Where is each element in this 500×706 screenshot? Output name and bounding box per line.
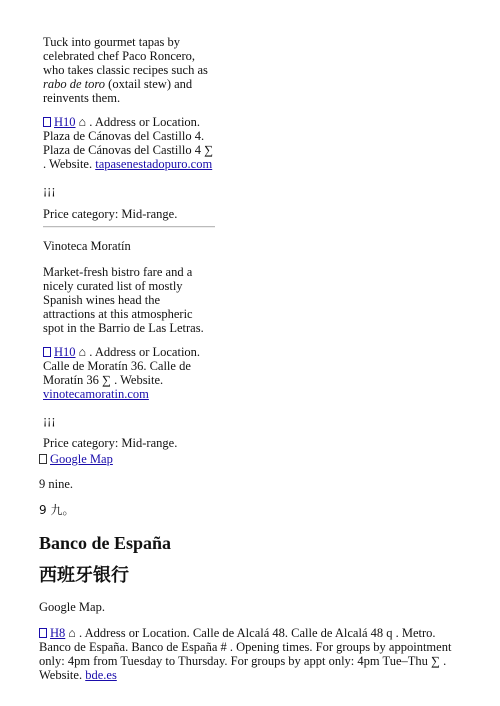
google-map-link[interactable]: Google Map (50, 452, 113, 466)
website-link[interactable]: vinotecamoratin.com (43, 387, 149, 401)
website-icon: ∑ (431, 654, 440, 668)
map-link[interactable]: H10 (43, 345, 76, 359)
address-text: . Address or Location. Plaza de Cánovas del Castillo 4. Plaza de Cánovas del Castillo 4 (43, 115, 205, 157)
map-link[interactable]: H10 (43, 115, 76, 129)
map-icon (39, 454, 47, 464)
website-label: . Website. (114, 373, 164, 387)
location-icon: ⌂ (68, 626, 76, 640)
number-english: 9 nine. (39, 477, 74, 491)
dish-name: rabo de toro (43, 77, 106, 91)
price-category: Price category: Mid-range. (43, 207, 178, 221)
location-icon: ⌂ (78, 115, 87, 129)
map-marker-icon (43, 117, 51, 127)
section-title: Banco de España (39, 533, 172, 553)
entry-tapas (43, 35, 215, 105)
section-title-zh: 西班牙银行 (39, 565, 129, 586)
price-symbols: ¡¡¡ (43, 183, 56, 197)
map-marker-icon (39, 628, 47, 638)
location-icon: ⌂ (78, 345, 87, 359)
google-map-row (39, 452, 455, 466)
website-link[interactable]: bde.es (85, 668, 117, 682)
website-label: . Website. (39, 654, 447, 682)
website-label: . Website. (43, 157, 93, 171)
section-banco (39, 532, 455, 554)
map-link[interactable]: H8 (39, 626, 65, 640)
entry-description: Tuck into gourmet tapas by celebrated chef Paco Roncero, who takes classic recipes such as rabo de toro (oxtail stew) and reinvents them. (43, 35, 208, 105)
website-icon: ∑ (204, 143, 213, 157)
website-icon: ∑ (102, 373, 111, 387)
price-symbols: ¡¡¡ (43, 413, 56, 427)
entry-vinoteca-title: Vinoteca Moratín (43, 239, 131, 253)
number-chinese: 9 九。 (39, 503, 75, 517)
divider (43, 226, 215, 227)
map-marker-icon (43, 347, 51, 357)
entry-tapas-address (43, 115, 215, 171)
price-category: Price category: Mid-range. (43, 436, 178, 450)
google-map-text: Google Map. (39, 600, 105, 614)
entry-vinoteca-address (43, 345, 215, 401)
address-text: . Address or Location. Calle de Moratín 36. Calle de Moratín 36 (43, 345, 201, 387)
entry-vinoteca-description: Market-fresh bistro fare and a nicely curated list of mostly Spanish wines head the attractions at this atmospheric spot in the Barrio de Las Letras. (43, 265, 204, 335)
website-link[interactable]: tapasenestadopuro.com (95, 157, 213, 171)
banco-details (39, 626, 455, 682)
details-text: . Address or Location. Calle de Alcalá 48. Calle de Alcalá 48 q . Metro. Banco de España. Banco de España # . Opening times. For groups by appointment only: 4pm from Tuesday to Thursday. For groups by appt only: 4pm Tue–Thu (39, 626, 452, 668)
